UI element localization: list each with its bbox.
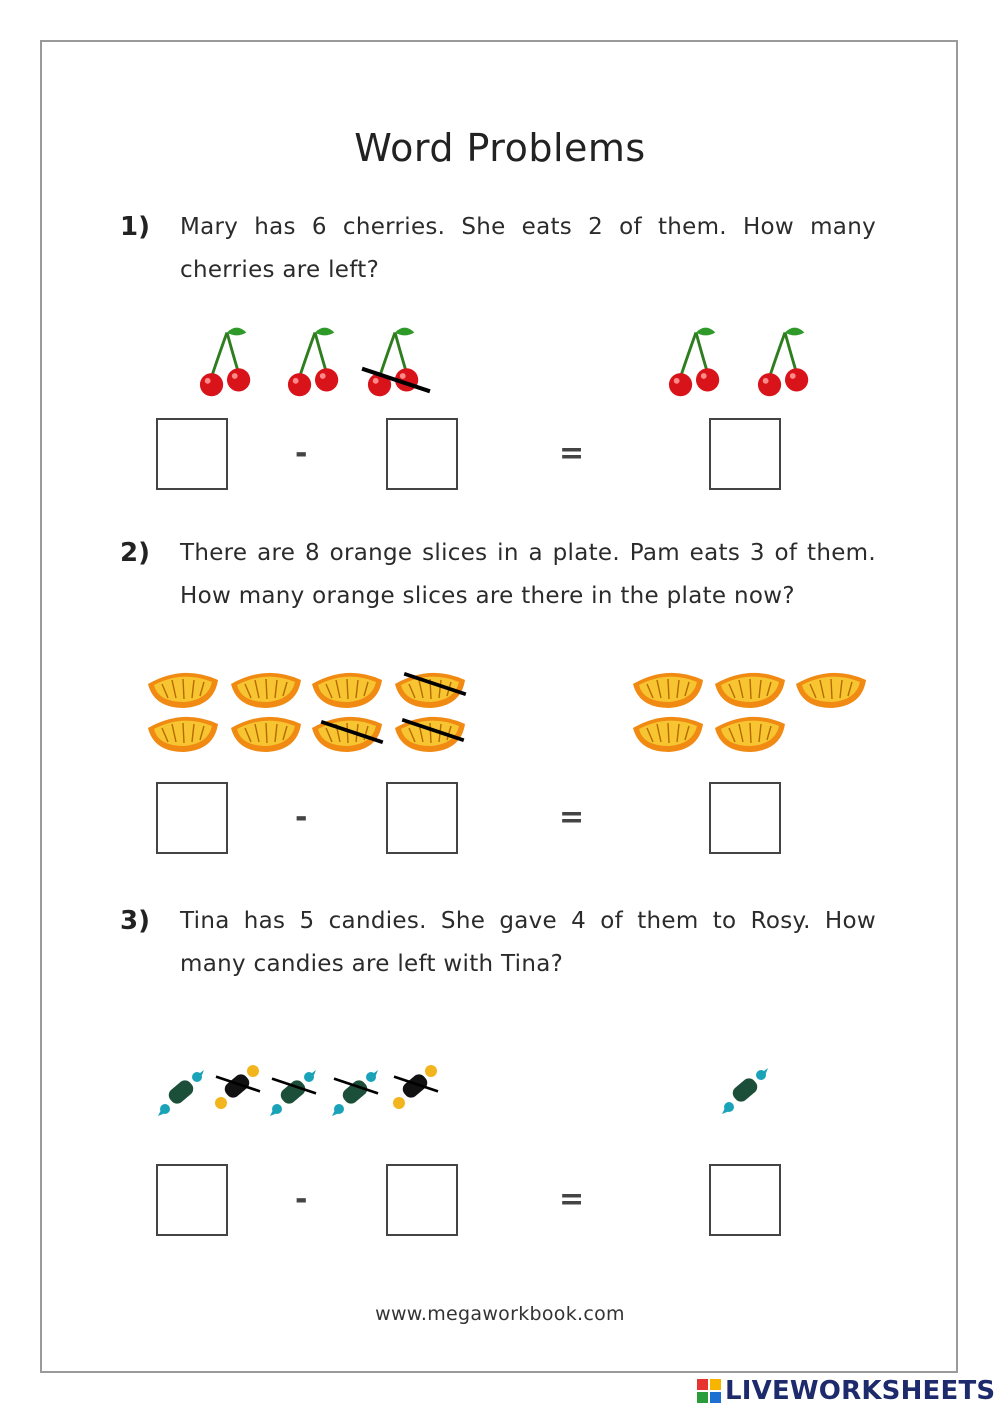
question-2-number: 2) [120, 538, 150, 568]
answer-box[interactable] [156, 782, 228, 854]
answer-box[interactable] [386, 782, 458, 854]
cross-out-mark [360, 364, 432, 396]
answer-box[interactable] [156, 1164, 228, 1236]
equals-sign: = [559, 800, 585, 835]
minus-sign: - [295, 436, 308, 471]
liveworksheets-logo-icon [697, 1379, 721, 1403]
orange-slice-icon [631, 670, 705, 710]
answer-box[interactable] [709, 782, 781, 854]
cherry-icon [286, 322, 344, 400]
liveworksheets-brand[interactable] [697, 1376, 995, 1406]
orange-slice-icon [713, 670, 787, 710]
cherry-icon [667, 322, 725, 400]
cross-out-mark [316, 718, 388, 746]
cross-out-mark [398, 716, 468, 744]
cross-out-mark [266, 1076, 322, 1096]
answer-box[interactable] [709, 418, 781, 490]
answer-box[interactable] [709, 1164, 781, 1236]
question-2-text: There are 8 orange slices in a plate. Pam eats 3 of them. How many orange slices are there in the plate now? [180, 540, 876, 609]
question-3-text: Tina has 5 candies. She gave 4 of them to Rosy. How many candies are left with Tina? [180, 908, 876, 977]
orange-slice-icon [713, 714, 787, 754]
orange-slice-icon [310, 670, 384, 710]
candy-icon [720, 1066, 770, 1116]
orange-slice-icon [229, 714, 303, 754]
question-1-number: 1) [120, 212, 150, 242]
answer-box[interactable] [386, 1164, 458, 1236]
orange-slice-icon [794, 670, 868, 710]
candy-icon [156, 1068, 206, 1118]
brand-name: LIVEWORKSHEETS [725, 1376, 996, 1406]
equals-sign: = [559, 1182, 585, 1217]
worksheet-title: Word Problems [354, 126, 646, 170]
equals-sign: = [559, 436, 585, 471]
cherry-icon [198, 322, 256, 400]
answer-box[interactable] [386, 418, 458, 490]
question-3-number: 3) [120, 906, 150, 936]
cherry-icon [756, 322, 814, 400]
cross-out-mark [400, 670, 470, 698]
cross-out-mark [328, 1076, 384, 1096]
question-1-text: Mary has 6 cherries. She eats 2 of them. How many cherries are left? [180, 214, 876, 283]
footer-website: www.megaworkbook.com [375, 1303, 625, 1325]
minus-sign: - [295, 800, 308, 835]
answer-box[interactable] [156, 418, 228, 490]
cross-out-mark [388, 1074, 444, 1094]
orange-slice-icon [146, 670, 220, 710]
orange-slice-icon [146, 714, 220, 754]
orange-slice-icon [229, 670, 303, 710]
orange-slice-icon [631, 714, 705, 754]
cross-out-mark [210, 1074, 266, 1094]
minus-sign: - [295, 1182, 308, 1217]
